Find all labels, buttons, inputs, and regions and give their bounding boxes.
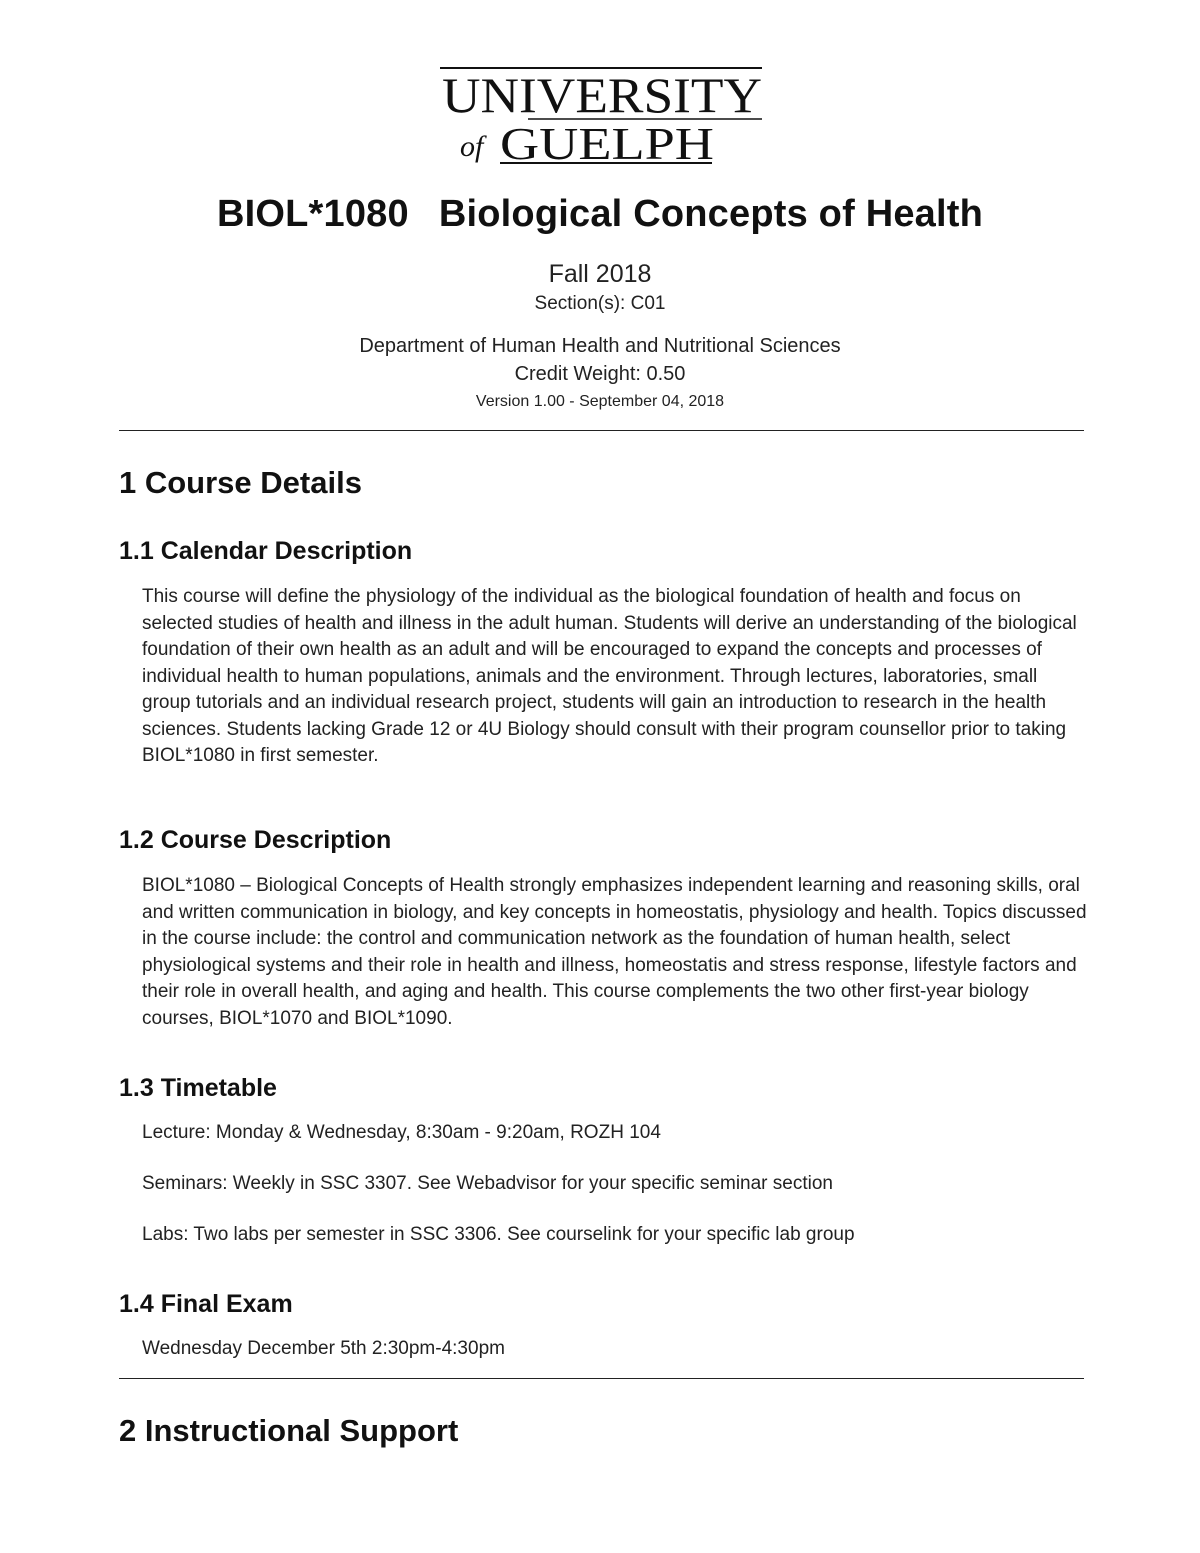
sections: Section(s): C01 bbox=[534, 293, 666, 314]
course-title bbox=[0, 193, 1200, 236]
svg-text:of: of bbox=[460, 130, 484, 163]
final-exam-text: Wednesday December 5th 2:30pm-4:30pm bbox=[142, 1338, 505, 1359]
version: Version 1.00 - September 04, 2018 bbox=[475, 393, 725, 410]
subheading-final-exam: 1.4 Final Exam bbox=[119, 1290, 293, 1318]
course-name: Biological Concepts of Health bbox=[438, 193, 984, 235]
svg-text:UNIVERSITY: UNIVERSITY bbox=[442, 67, 762, 123]
university-logo bbox=[438, 62, 768, 172]
department: Department of Human Health and Nutritional Sciences bbox=[359, 335, 841, 357]
subheading-timetable: 1.3 Timetable bbox=[119, 1074, 277, 1102]
course-code: BIOL*1080 bbox=[216, 193, 409, 235]
timetable-labs: Labs: Two labs per semester in SSC 3306. See courselink for your specific lab group bbox=[142, 1224, 855, 1245]
term: Fall 2018 bbox=[548, 260, 652, 288]
section-heading-instructional-support: 2 Instructional Support bbox=[119, 1413, 459, 1448]
subheading-calendar-description: 1.1 Calendar Description bbox=[119, 537, 413, 565]
svg-text:GUELPH: GUELPH bbox=[500, 118, 714, 169]
divider bbox=[119, 1378, 1084, 1379]
credit-weight: Credit Weight: 0.50 bbox=[514, 363, 686, 385]
timetable-seminars: Seminars: Weekly in SSC 3307. See Webadvisor for your specific seminar section bbox=[142, 1173, 833, 1194]
calendar-description-text: This course will define the physiology of the individual as the biological foundation of health and focus on selected studies of health and illness in the adult human. Students will derive an understanding of the biological foundation of their own health as an adult and will be encouraged to expand the concepts and processes of individual health to human populations, animals and the environment. Through lectures, laboratories, small group tutorials and an individual research project, students will gain an introduction to research in the health sciences. Students lacking Grade 12 or 4U Biology should consult with their program counsellor prior to taking BIOL*1080 in first semester. bbox=[142, 586, 1077, 766]
divider bbox=[119, 430, 1084, 431]
timetable-lecture: Lecture: Monday & Wednesday, 8:30am - 9:20am, ROZH 104 bbox=[142, 1122, 661, 1143]
course-description-text: BIOL*1080 – Biological Concepts of Health strongly emphasizes independent learning and reasoning skills, oral and written communication in biology, and key concepts in homeostatis, physiology and health. Topics discussed in the course include: the control and communication network as the foundation of human health, select physiological systems and their role in health and illness, homeostatis and stress response, lifestyle factors and their role in overall health, and aging and health. This course complements the two other first-year biology courses, BIOL*1070 and BIOL*1090. bbox=[142, 875, 1087, 1029]
subheading-course-description: 1.2 Course Description bbox=[119, 826, 392, 854]
section-heading-course-details: 1 Course Details bbox=[119, 465, 362, 500]
